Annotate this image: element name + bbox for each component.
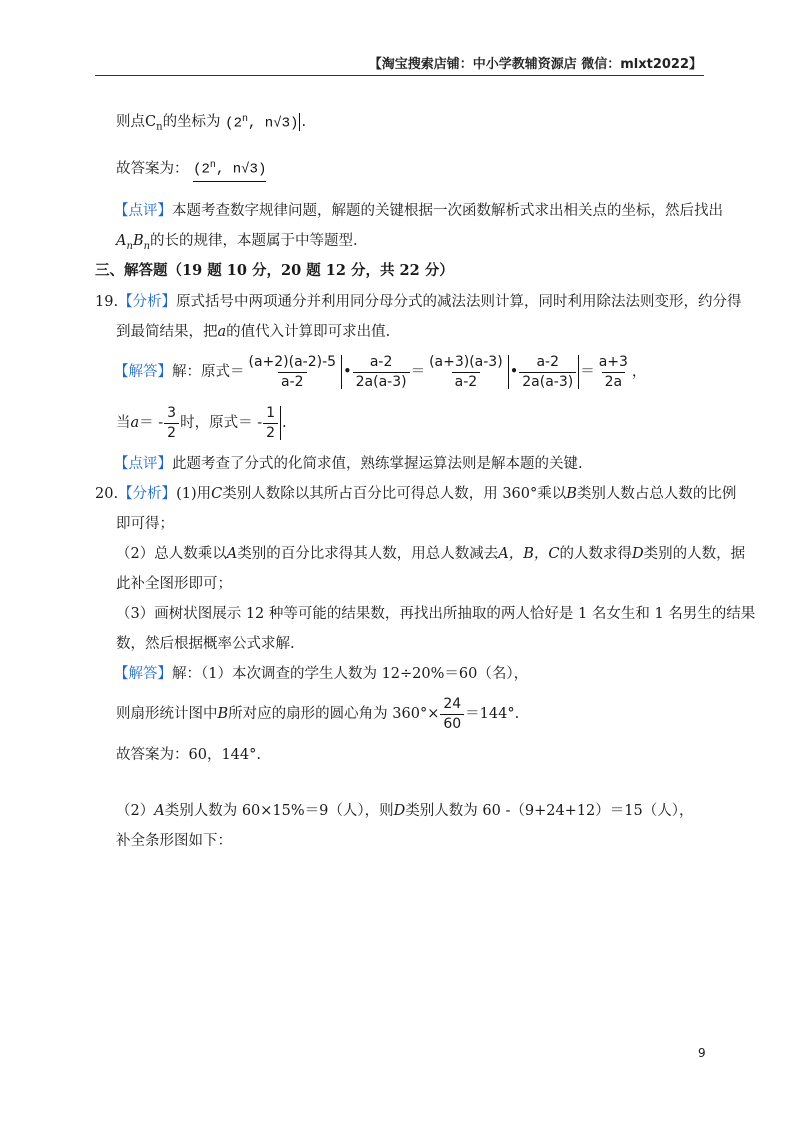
- header-rule: [95, 75, 704, 76]
- q20-analysis-line-5: （3）画树状图展示 12 种等可能的结果数，再找出所抽取的两人恰好是 1 名女生和 1 名男生的结果: [116, 606, 756, 622]
- q20-analysis-line-4: 此补全图形即可；: [116, 576, 232, 592]
- fraction-4: $\frac{a-2}{2a(a-3)}$: [519, 354, 576, 391]
- page-header: 【淘宝搜索店铺：中小学教辅资源店 微信：mlxt2022】: [368, 57, 702, 72]
- answer-expression: (2$^n$, n√3): [193, 156, 266, 182]
- q19-analysis-line-2: 到最简结果，把a的值代入计算即可求出值.: [116, 324, 391, 340]
- fraction-2: $\frac{a-2}{2a(a-3)}$: [353, 354, 410, 391]
- q20-answer-line: 故答案为：60，144°.: [116, 747, 261, 763]
- cn-coordinate-line: 则点$C_n$的坐标为 (2$^n$, n√3) .: [116, 110, 306, 138]
- q19-comment-line: 【点评】此题考查了分式的化简求值，熟练掌握运算法则是解本题的关键.: [114, 456, 583, 472]
- comment-tag: 【点评】: [114, 456, 172, 472]
- comment-tag: 【点评】: [114, 203, 172, 219]
- answer-line-1: 故答案为： (2$^n$, n√3): [116, 156, 266, 182]
- q20-analysis-line-3: （2）总人数乘以A类别的百分比求得其人数，用总人数减去A，B，C的人数求得D类别的人数，据: [116, 546, 746, 562]
- fraction-result: $\frac{1}{2}$: [263, 405, 278, 442]
- fraction-a-value: $\frac{3}{2}$: [164, 405, 179, 442]
- analysis-tag: 【分析】: [118, 486, 177, 502]
- q19-solution-line: 【解答】解：原式＝ $\frac{(a+2)(a-2)-5}{a-2}$ • $\frac{a-2}{2a(a-3)}$ ＝ $\frac{(a+3)(a-3)}{a-2}$ • $\frac{a-2}{2a(a-3)}$ ＝ $\frac{a+3}{2a}$ ，: [114, 353, 647, 390]
- q20-analysis-line-6: 数，然后根据概率公式求解.: [116, 636, 295, 652]
- q20-part2-line-1: （2）A类别人数为 60×15%＝9（人），则D类别人数为 60 -（9+24+12）＝15（人），: [116, 803, 694, 819]
- analysis-tag: 【分析】: [118, 294, 177, 310]
- q19-substitution-line: 当a＝ - $\frac{3}{2}$ 时，原式＝ - $\frac{1}{2}$ .: [116, 404, 287, 441]
- comment-1-line-2: $A_nB_n$的长的规律，本题属于中等题型.: [116, 233, 358, 252]
- fraction-1: $\frac{(a+2)(a-2)-5}{a-2}$: [248, 353, 337, 390]
- page-number: 9: [698, 1046, 706, 1060]
- fraction-3: $\frac{(a+3)(a-3)}{a-2}$: [429, 353, 503, 390]
- q19-analysis-line-1: 19.【分析】原式括号中两项通分并利用同分母分式的减法法则计算，同时利用除法法则变形，约分得: [95, 294, 742, 310]
- q20-solution-line-2: 则扇形统计图中B所对应的扇形的圆心角为 360°× $\frac{24}{60}$ ＝144°.: [116, 695, 520, 732]
- solution-tag: 【解答】: [114, 666, 172, 682]
- section-3-title: 三、解答题（19 题 10 分，20 题 12 分，共 22 分）: [95, 262, 454, 279]
- q20-solution-line-1: 【解答】解：（1）本次调查的学生人数为 12÷20%＝60（名），: [114, 666, 529, 682]
- fraction-24-60: $\frac{24}{60}$: [440, 696, 464, 733]
- coordinate-expression: (2$^n$, n√3): [225, 114, 299, 132]
- comment-1-line-1: 【点评】本题考查数字规律问题，解题的关键根据一次函数解析式求出相关点的坐标，然后找出: [114, 203, 723, 219]
- q20-analysis-line-1: 20.【分析】(1)用C类别人数除以其所占百分比可得总人数，用 360°乘以B类别人数占总人数的比例: [95, 486, 737, 502]
- fraction-5: $\frac{a+3}{2a}$: [598, 353, 628, 390]
- solution-tag: 【解答】: [114, 364, 172, 380]
- q20-part2-line-2: 补全条形图如下：: [116, 833, 232, 849]
- q20-analysis-line-2: 即可得；: [116, 516, 174, 532]
